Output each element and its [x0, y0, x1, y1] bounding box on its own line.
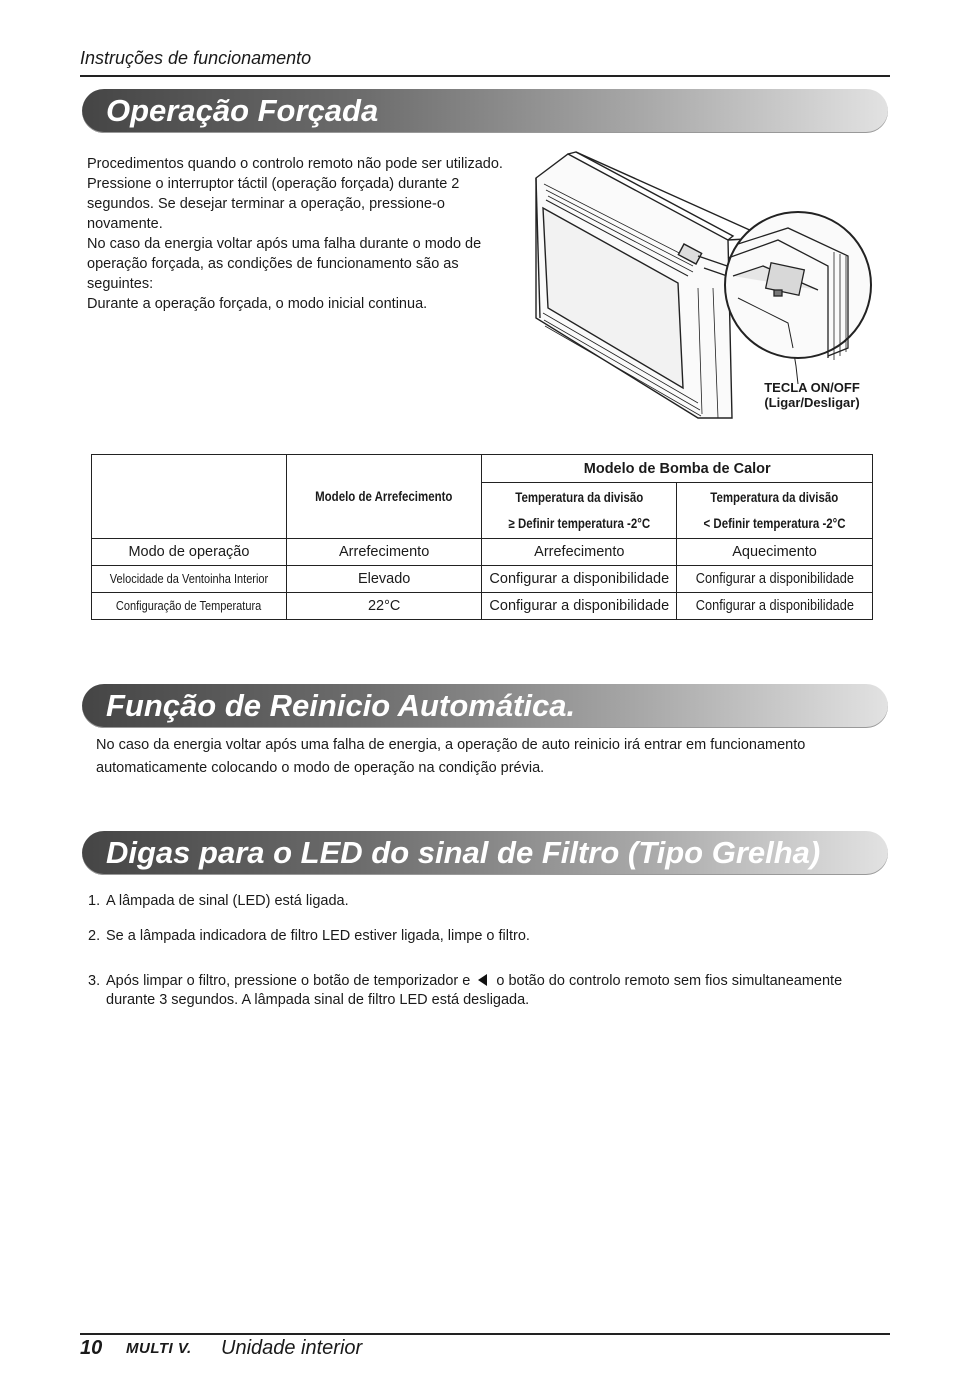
paragraph: Durante a operação forçada, o modo inicial continua.	[87, 296, 428, 312]
list-number: 2.	[88, 928, 101, 944]
section-title: Função de Reinicio Automática.	[106, 688, 576, 723]
list-text: durante 3 segundos. A lâmpada sinal de filtro LED está desligada.	[106, 992, 530, 1008]
cell: Configurar a disponibilidade	[482, 593, 677, 620]
list-number: 1.	[88, 893, 101, 909]
cell: Elevado	[286, 566, 482, 593]
table-row	[92, 593, 873, 620]
row-label: Modo de operação	[92, 539, 287, 566]
paragraph: Procedimentos quando o controlo remoto não pode ser utilizado.	[87, 156, 503, 172]
paragraph: No caso da energia voltar após uma falha durante o modo de operação forçada, as condições de funcionamento são as seguintes:	[87, 236, 482, 292]
footer-rule	[80, 1333, 890, 1335]
section-title: Digas para o LED do sinal de Filtro (Tipo Grelha)	[106, 835, 821, 870]
list-text: Se a lâmpada indicadora de filtro LED estiver ligada, limpe o filtro.	[106, 928, 530, 944]
callout-line-2: (Ligar/Desligar)	[764, 395, 860, 410]
header-room-temp-high	[482, 483, 677, 539]
page-number: 10	[80, 1337, 103, 1359]
section-banner-auto-restart	[82, 684, 888, 728]
forced-operation-text	[87, 154, 507, 314]
header-text: Modelo de Arrefecimento	[315, 488, 453, 504]
multi-v-logo: MULTI V.	[126, 1340, 192, 1357]
list-item	[88, 892, 888, 911]
list-text: A lâmpada de sinal (LED) está ligada.	[106, 893, 349, 909]
cell: Configurar a disponibilidade	[695, 598, 854, 614]
header-heat-pump-model: Modelo de Bomba de Calor	[482, 455, 873, 483]
section-banner-filter-led	[82, 831, 888, 875]
table-corner-cell	[92, 455, 287, 539]
list-text-wrap	[106, 972, 888, 1010]
running-header: Instruções de funcionamento	[80, 48, 312, 68]
row-label-cell	[92, 566, 287, 593]
header-rule	[80, 75, 890, 77]
header-text: Temperatura da divisão	[710, 489, 839, 505]
section-title: Operação Forçada	[106, 93, 379, 128]
left-arrow-icon	[478, 974, 488, 986]
row-label-cell	[92, 593, 287, 620]
header-text: < Definir temperatura -2°C	[703, 515, 846, 531]
table-row	[92, 566, 873, 593]
list-item	[88, 972, 888, 1010]
cell: Aquecimento	[677, 539, 873, 566]
cell-wrap	[677, 593, 873, 620]
list-text: o botão do controlo remoto sem fios simultaneamente	[496, 973, 843, 989]
cell: 22°C	[286, 593, 482, 620]
header-text: ≥ Definir temperatura -2°C	[508, 515, 651, 531]
list-text: Após limpar o filtro, pressione o botão de temporizador e	[106, 973, 471, 989]
auto-restart-text	[96, 734, 886, 780]
cell: Arrefecimento	[482, 539, 677, 566]
cell: Configurar a disponibilidade	[482, 566, 677, 593]
paragraph: Pressione o interruptor táctil (operação forçada) durante 2 segundos. Se desejar terminar a operação, pressione-o novamente.	[87, 176, 460, 232]
footer-text: Unidade interior	[221, 1337, 363, 1359]
paragraph-line: No caso da energia voltar após uma falha de energia, a operação de auto reinicio irá entrar em funcionamento	[96, 737, 806, 753]
row-label: Configuração de Temperatura	[116, 599, 262, 613]
row-label: Velocidade da Ventoinha Interior	[109, 572, 269, 586]
table-row	[92, 539, 873, 566]
list-number: 3.	[88, 973, 101, 989]
section-banner-forced-operation	[82, 89, 888, 133]
cell: Arrefecimento	[286, 539, 482, 566]
on-off-key-callout	[742, 380, 882, 410]
callout-line-1: TECLA ON/OFF	[764, 380, 860, 395]
list-item	[88, 927, 888, 946]
cell: Configurar a disponibilidade	[695, 571, 854, 587]
paragraph-line: automaticamente colocando o modo de operação na condição prévia.	[96, 760, 545, 776]
forced-operation-table	[91, 454, 873, 620]
header-text: Temperatura da divisão	[515, 489, 644, 505]
header-room-temp-low	[677, 483, 873, 539]
header-cooling-model	[286, 455, 482, 539]
cell-wrap	[677, 566, 873, 593]
